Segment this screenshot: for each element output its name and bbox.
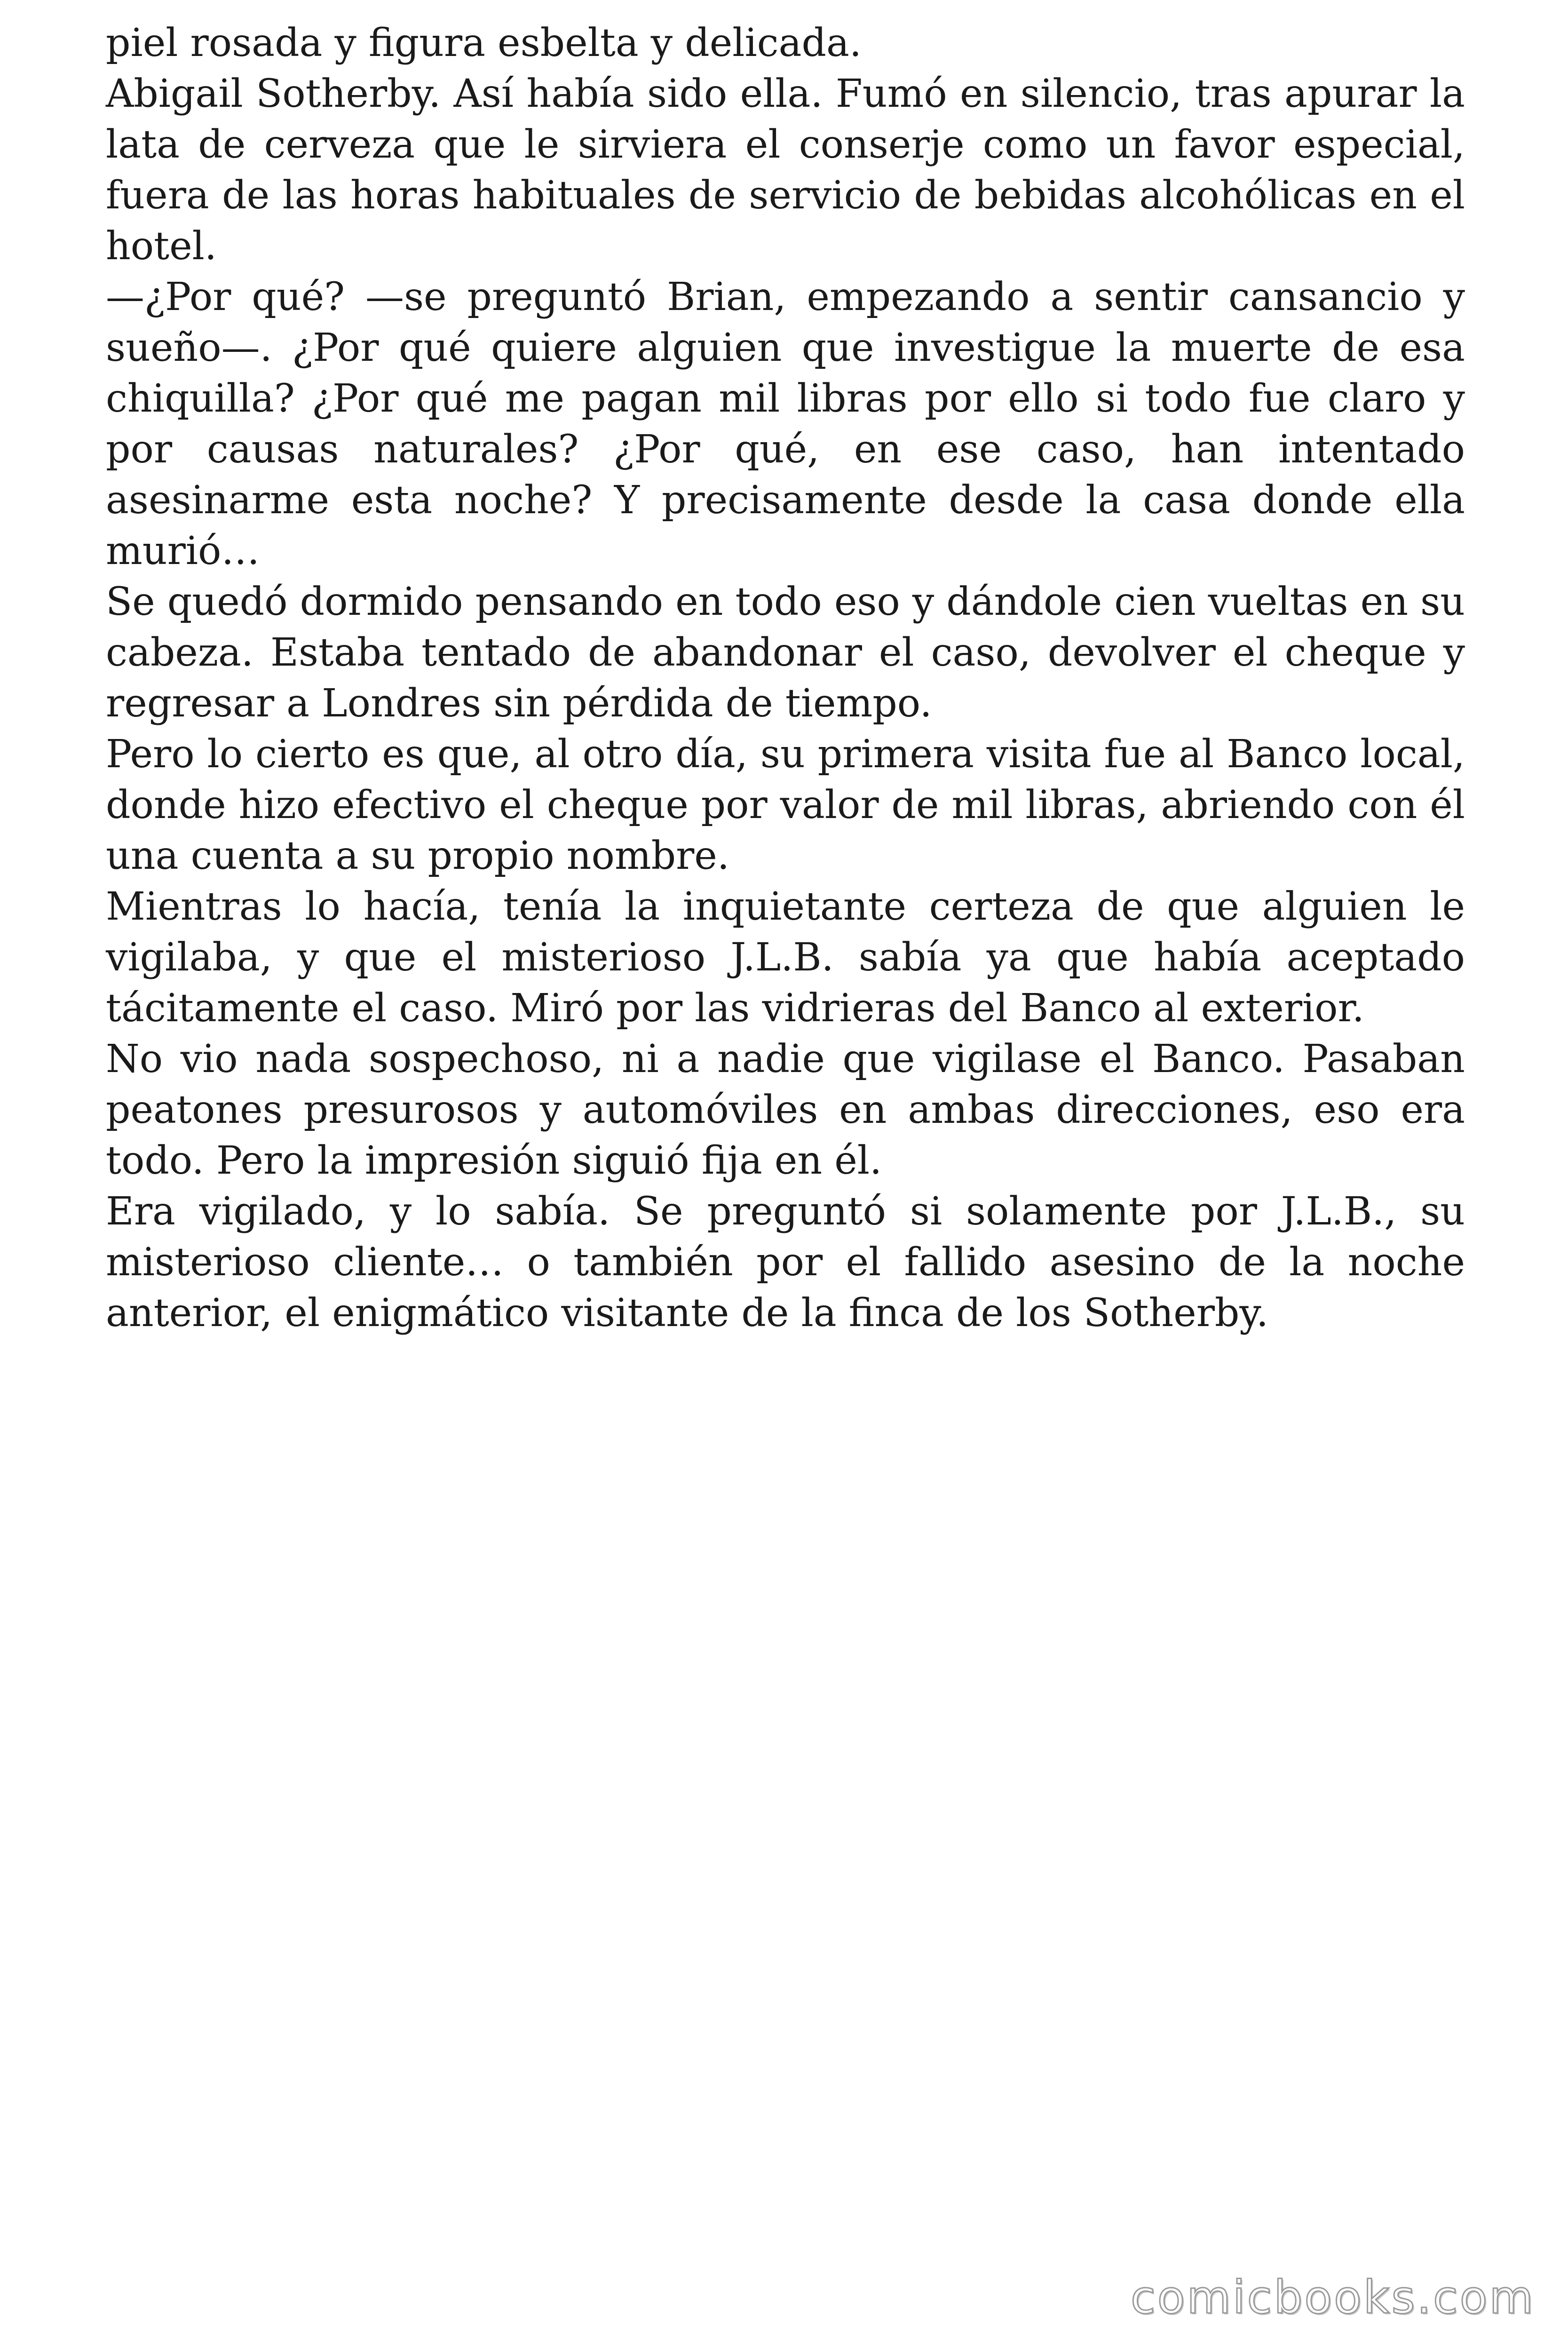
paragraph: Se quedó dormido pensando en todo eso y dándole cien vueltas en su cabeza. Estaba tentado de abandonar el caso, devolver el cheque y regresar a Londres sin pérdida de tiempo. <box>106 580 1465 726</box>
paragraph: Pero lo cierto es que, al otro día, su primera visita fue al Banco local, donde hizo efectivo el cheque por valor de mil libras, abriendo con él una cuenta a su propio nombre. <box>106 732 1465 878</box>
watermark: comicbooks.com <box>1130 2271 1535 2324</box>
page-body <box>106 18 1465 1339</box>
paragraph: Abigail Sotherby. Así había sido ella. Fumó en silencio, tras apurar la lata de cerveza que le sirviera el conserje como un favor especial, fuera de las horas habituales de servicio de bebidas alcohólicas en el hotel. <box>106 72 1465 269</box>
paragraph: piel rosada y figura esbelta y delicada. <box>106 21 862 65</box>
paragraph: —¿Por qué? —se preguntó Brian, empezando a sentir cansancio y sueño—. ¿Por qué quiere alguien que investigue la muerte de esa chiquilla? ¿Por qué me pagan mil libras por ello si todo fue claro y por causas naturales? ¿Por qué, en ese caso, han intentado asesinarme esta noche? Y precisamente desde la casa donde ella murió… <box>106 275 1465 573</box>
paragraph: Era vigilado, y lo sabía. Se preguntó si solamente por J.L.B., su misterioso cliente… o también por el fallido asesino de la noche anterior, el enigmático visitante de la finca de los Sotherby. <box>106 1189 1465 1335</box>
paragraph: No vio nada sospechoso, ni a nadie que vigilase el Banco. Pasaban peatones presurosos y automóviles en ambas direcciones, eso era todo. Pero la impresión siguió fija en él. <box>106 1037 1465 1183</box>
paragraph: Mientras lo hacía, tenía la inquietante certeza de que alguien le vigilaba, y que el misterioso J.L.B. sabía ya que había aceptado tácitamente el caso. Miró por las vidrieras del Banco al exterior. <box>106 884 1465 1031</box>
